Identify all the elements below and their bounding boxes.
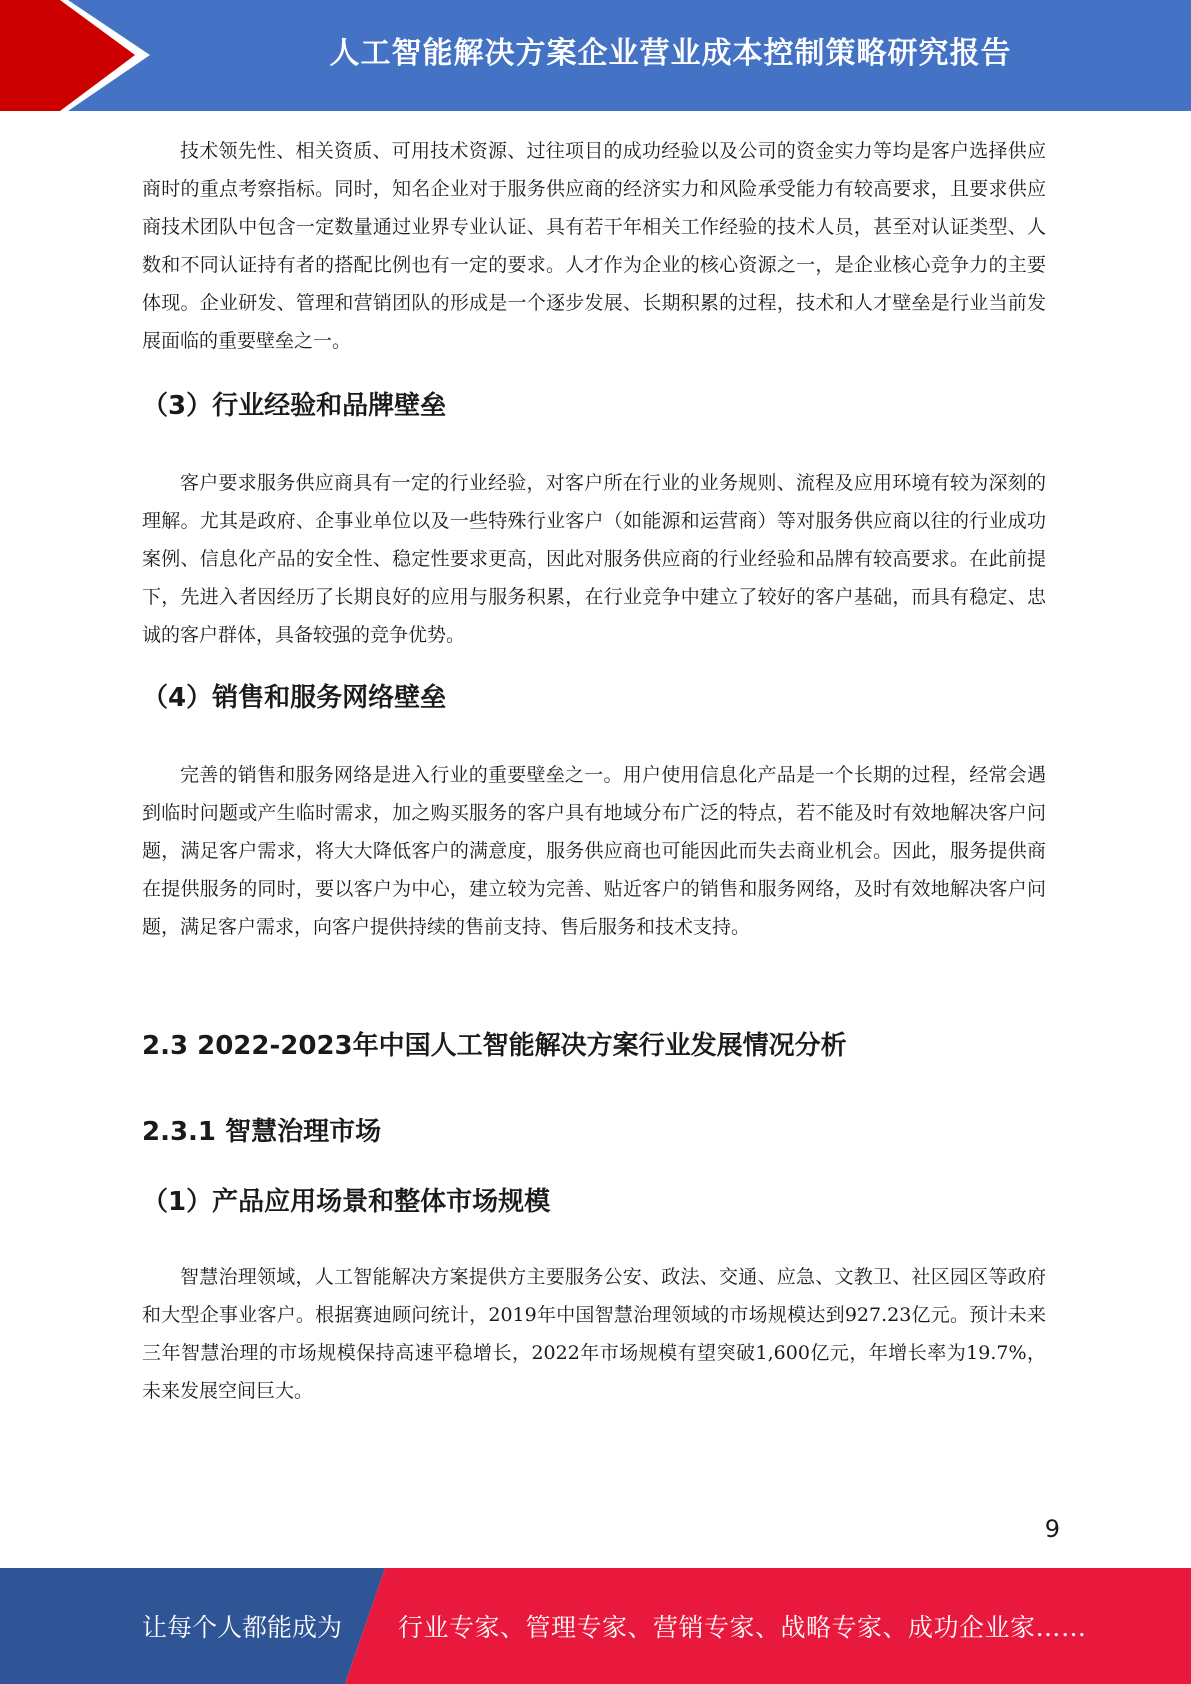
heading-sales-service-network: （4）销售和服务网络壁垒 (142, 683, 447, 713)
page-footer (0, 1568, 1191, 1684)
paragraph-industry-experience: 客户要求服务供应商具有一定的行业经验，对客户所在行业的业务规则、流程及应用环境有较为深刻的理解。尤其是政府、企事业单位以及一些特殊行业客户（如能源和运营商）等对服务供应商以往的行业成功案例、信息化产品的安全性、稳定性要求更高，因此对服务供应商的行业经验和品牌有较高要求。在此前提下，先进入者因经历了长期良好的应用与服务积累，在行业竞争中建立了较好的客户基础，而具有稳定、忠诚的客户群体，具备较强的竞争优势。 (142, 472, 1046, 646)
paragraph-tech-talent-barrier: 技术领先性、相关资质、可用技术资源、过往项目的成功经验以及公司的资金实力等均是客户选择供应商时的重点考察指标。同时，知名企业对于服务供应商的经济实力和风险承受能力有较高要求，且要求供应商技术团队中包含一定数量通过业界专业认证、具有若干年相关工作经验的技术人员，甚至对认证类型、人数和不同认证持有者的搭配比例也有一定的要求。人才作为企业的核心资源之一，是企业核心竞争力的主要体现。企业研发、管理和营销团队的形成是一个逐步发展、长期积累的过程，技术和人才壁垒是行业当前发展面临的重要壁垒之一。 (142, 140, 1046, 352)
heading-industry-experience-brand: （3）行业经验和品牌壁垒 (142, 391, 447, 421)
paragraph-smart-governance: 智慧治理领域，人工智能解决方案提供方主要服务公安、政法、交通、应急、文教卫、社区园区等政府和大型企事业客户。根据赛迪顾问统计，2019年中国智慧治理领域的市场规模达到927.23亿元。预计未来三年智慧治理的市场规模保持高速平稳增长，2022年市场规模有望突破1,600亿元，年增长率为19.7%，未来发展空间巨大。 (142, 1266, 1046, 1402)
header-arrow-icon (0, 0, 160, 111)
heading-product-scenarios-market-size: （1）产品应用场景和整体市场规模 (142, 1187, 551, 1217)
main-content (142, 132, 1046, 1410)
footer-slogan-right: 行业专家、管理专家、营销专家、战略专家、成功企业家…… (398, 1613, 1087, 1642)
page-header (0, 0, 1191, 111)
section-heading-2-3-1: 2.3.1 智慧治理市场 (142, 1117, 382, 1147)
paragraph-sales-network: 完善的销售和服务网络是进入行业的重要壁垒之一。用户使用信息化产品是一个长期的过程，经常会遇到临时问题或产生临时需求，加之购买服务的客户具有地域分布广泛的特点，若不能及时有效地解决客户问题，满足客户需求，将大大降低客户的满意度，服务供应商也可能因此而失去商业机会。因此，服务提供商在提供服务的同时，要以客户为中心，建立较为完善、贴近客户的销售和服务网络，及时有效地解决客户问题，满足客户需求，向客户提供持续的售前支持、售后服务和技术支持。 (142, 764, 1046, 938)
report-title: 人工智能解决方案企业营业成本控制策略研究报告 (329, 36, 1012, 71)
footer-slogan-left: 让每个人都能成为 (142, 1613, 343, 1642)
page-number: 9 (1044, 1515, 1060, 1543)
section-heading-2-3: 2.3 2022-2023年中国人工智能解决方案行业发展情况分析 (142, 1031, 847, 1061)
